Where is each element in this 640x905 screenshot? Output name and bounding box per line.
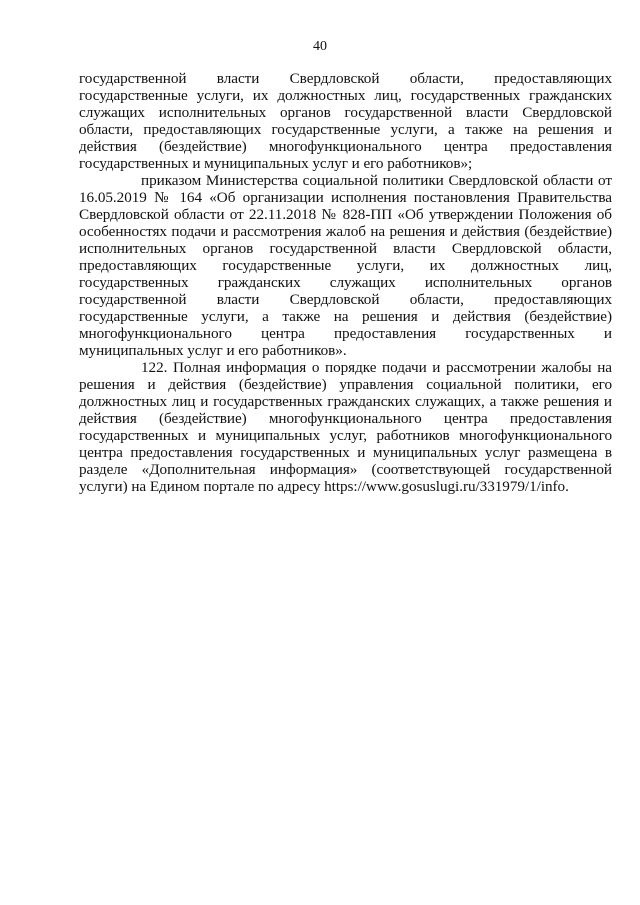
paragraph-122: 122. Полная информация о порядке подачи и рассмотрении жалобы на решения и действия (бездействие) управления социальной политики, его должностных лиц и государственных гражданских служащих, а также решения и действия (бездействие) многофункционального центра предоставления государственных и муниципальных услуг, работников многофункционального центра предоставления государственных и муниципальных услуг размещена в разделе «Дополнительная информация» (соответствующей государственной услуги) на Едином портале по адресу https://www.gosuslugi.ru/331979/1/info.: [79, 359, 612, 495]
paragraph-ministry-order: приказом Министерства социальной политики Свердловской области от 16.05.2019 № 164 «Об организации исполнения постановления Правительства Свердловской области от 22.11.2018 № 828-ПП «Об утверждении Положения об особенностях подачи и рассмотрения жалоб на решения и действия (бездействие) исполнительных органов государственной власти Свердловской области, предоставляющих государственные услуги, их должностных лиц, государственных гражданских служащих исполнительных органов государственной власти Свердловской области, предоставляющих государственные услуги, а также на решения и действия (бездействие) многофункционального центра предоставления государственных и муниципальных услуг и его работников».: [79, 172, 612, 359]
document-body: [79, 70, 612, 495]
page-number: 40: [313, 39, 327, 54]
paragraph-continuation: государственной власти Свердловской области, предоставляющих государственные услуги, их должностных лиц, государственных гражданских служащих исполнительных органов государственной власти Свердловской области, предоставляющих государственные услуги, а также на решения и действия (бездействие) многофункционального центра предоставления государственных и муниципальных услуг и его работников»;: [79, 70, 612, 172]
